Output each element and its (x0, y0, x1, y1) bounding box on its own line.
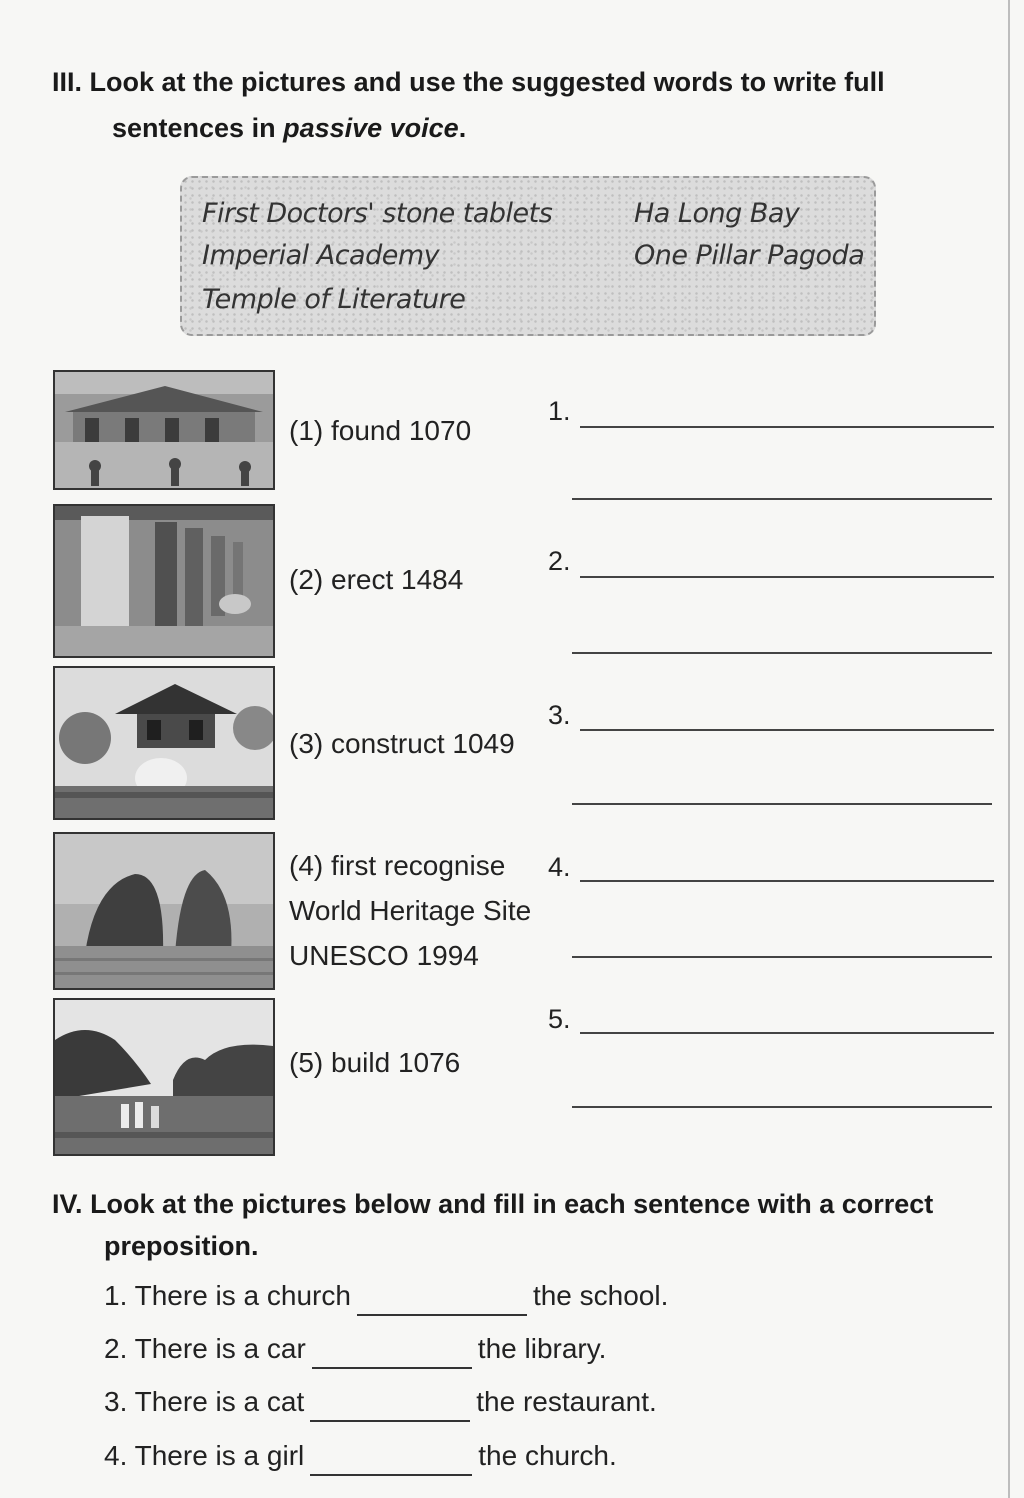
answer-line[interactable] (572, 803, 992, 805)
preposition-blank[interactable] (310, 1444, 472, 1476)
title-line2-suffix: . (458, 113, 467, 143)
section-4-number: IV. (52, 1189, 83, 1219)
sentence-start: 3. There is a cat (104, 1386, 305, 1417)
preposition-blank[interactable] (357, 1284, 527, 1316)
cue-line: (1) found 1070 (289, 415, 472, 446)
answer-line[interactable] (572, 956, 992, 958)
cue-line: (4) first recognise (289, 850, 506, 881)
title-line2-italic: passive voice (283, 113, 459, 143)
temple-gate-photo (53, 370, 275, 490)
answer-line[interactable] (572, 1106, 992, 1108)
fill-sentence-1 (104, 1276, 668, 1316)
bay-rocks-photo (53, 832, 275, 990)
sentence-start: 2. There is a car (104, 1333, 306, 1364)
cue-5 (289, 1040, 460, 1085)
word-item: Ha Long Bay (634, 198, 800, 229)
page-edge-divider (1008, 0, 1010, 1498)
cue-line: UNESCO 1994 (289, 940, 479, 971)
sentence-start: 4. There is a girl (104, 1440, 305, 1471)
word-item: Imperial Academy (202, 240, 440, 271)
sentence-start: 1. There is a church (104, 1280, 351, 1311)
cue-line: (3) construct 1049 (289, 728, 515, 759)
section-3-title-text: Look at the pictures and use the suggested words to write full (89, 67, 885, 97)
cue-line: World Heritage Site (289, 895, 532, 926)
academy-trees-photo (53, 998, 275, 1156)
title-line2-prefix: sentences in (112, 113, 284, 143)
answer-line[interactable] (580, 729, 994, 731)
word-item: One Pillar Pagoda (634, 240, 865, 271)
preposition-blank[interactable] (310, 1390, 470, 1422)
section-3-title (52, 66, 1002, 98)
cue-line: (5) build 1076 (289, 1047, 461, 1078)
answer-line[interactable] (572, 498, 992, 500)
fill-sentence-4 (104, 1436, 617, 1476)
answer-number-5: 5. (548, 1004, 571, 1034)
answer-number-3: 3. (548, 700, 571, 730)
answer-line[interactable] (580, 426, 994, 428)
cue-line: (2) erect 1484 (289, 564, 464, 595)
stone-tablets-photo (53, 504, 275, 658)
section-4-title (52, 1188, 1008, 1220)
answer-line[interactable] (580, 1032, 994, 1034)
word-item: Temple of Literature (202, 284, 466, 315)
suggested-words-box (180, 176, 876, 336)
cue-3 (289, 721, 515, 766)
fill-sentence-3 (104, 1382, 657, 1422)
sentence-end: the library. (477, 1333, 607, 1364)
section-3-title-line2 (112, 112, 466, 144)
sentence-end: the restaurant. (476, 1386, 657, 1417)
cue-4 (289, 843, 531, 978)
answer-line[interactable] (580, 576, 994, 578)
sentence-end: the school. (532, 1280, 669, 1311)
answer-number-1: 1. (548, 396, 571, 426)
section-3-number: III. (52, 67, 83, 97)
answer-number-2: 2. (548, 546, 571, 576)
cue-2 (289, 557, 463, 602)
fill-sentence-2 (104, 1329, 606, 1369)
preposition-blank[interactable] (312, 1337, 472, 1369)
answer-line[interactable] (580, 880, 994, 882)
word-item: First Doctors' stone tablets (202, 198, 553, 229)
answer-line[interactable] (572, 652, 992, 654)
cue-1 (289, 408, 471, 453)
sentence-end: the church. (478, 1440, 617, 1471)
section-4-title-text: Look at the pictures below and fill in each sentence with a correct (90, 1189, 934, 1219)
pagoda-photo (53, 666, 275, 820)
section-4-title-line2: preposition. (104, 1231, 259, 1261)
answer-number-4: 4. (548, 852, 571, 882)
